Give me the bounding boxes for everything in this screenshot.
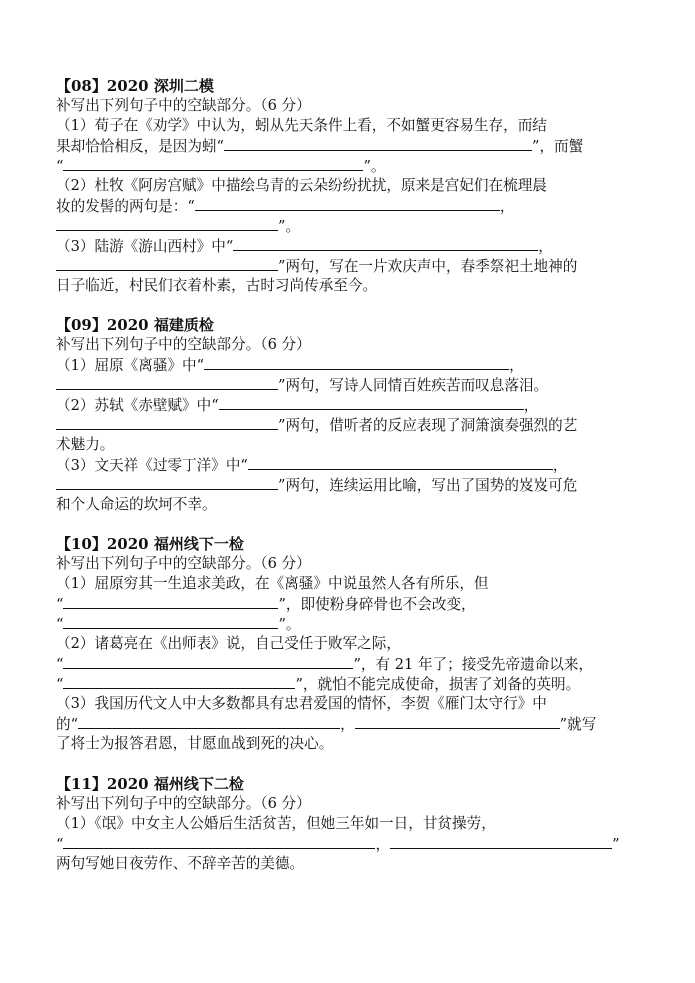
answer-blank[interactable]: [56, 415, 278, 430]
s10-q3-line2: 的“ ， ”就写: [56, 716, 597, 733]
s09-q2-line3: 术魅力。: [56, 436, 115, 453]
answer-blank[interactable]: [204, 355, 509, 370]
section-08-instruction: 补写出下列句子中的空缺部分。（6 分）: [56, 97, 311, 114]
s08-q1-line1: （1）荀子在《劝学》中认为，蚓从先天条件上看，不如蟹更容易生存，而结: [56, 117, 547, 134]
answer-blank[interactable]: [56, 256, 278, 271]
s08-q3-line1: （3）陆游《游山西村》中“ ，: [56, 238, 553, 255]
s10-q3-line3: 了将士为报答君恩，甘愿血战到死的决心。: [56, 735, 334, 752]
answer-blank[interactable]: [355, 714, 560, 729]
section-10-instruction: 补写出下列句子中的空缺部分。（6 分）: [56, 555, 311, 572]
answer-blank[interactable]: [195, 196, 500, 211]
section-10-heading: 【10】2020 福州线下一检: [56, 535, 244, 553]
section-09-heading: 【09】2020 福建质检: [56, 316, 214, 334]
s09-q2-line1: （2）苏轼《赤壁赋》中“ ，: [56, 397, 539, 414]
section-09-instruction: 补写出下列句子中的空缺部分。（6 分）: [56, 336, 311, 353]
s10-q1-line3: “ ”。: [56, 616, 301, 633]
s08-q2-line2: 妆的发髻的两句是：“ ，: [56, 198, 515, 215]
s11-q1-line2: “ ， ”: [56, 836, 620, 853]
s10-q2-line3: “ ”，就怕不能完成使命，损害了刘备的英明。: [56, 676, 581, 693]
s08-q3-line2: ”两句，写在一片欢庆声中，春季祭祀土地神的: [56, 256, 656, 276]
s10-q1-line2: “ ”，即使粉身碎骨也不会改变，: [56, 596, 476, 613]
s10-q2-line2: “ ”，有 21 年了；接受先帝遗命以来，: [56, 656, 594, 673]
s08-q3-line3: 日子临近，村民们衣着朴素，古时习尚传承至今。: [56, 277, 378, 294]
answer-blank[interactable]: [219, 395, 524, 410]
answer-blank[interactable]: [63, 156, 363, 171]
answer-blank[interactable]: [56, 475, 278, 490]
s09-q3-line3: 和个人命运的坎坷不幸。: [56, 496, 217, 513]
answer-blank[interactable]: [63, 654, 353, 669]
s10-q2-line1: （2）诸葛亮在《出师表》说，自己受任于败军之际，: [56, 635, 401, 652]
s09-q3-line1: （3）文天祥《过零丁洋》中“ ，: [56, 457, 568, 474]
s08-q2-line3: ”。: [56, 216, 656, 236]
answer-blank[interactable]: [56, 216, 278, 231]
s09-q1-line1: （1）屈原《离骚》中“ ，: [56, 357, 524, 374]
s08-q1-line3: “ ”。: [56, 158, 386, 175]
answer-blank[interactable]: [224, 136, 532, 151]
answer-blank[interactable]: [63, 834, 375, 849]
answer-blank[interactable]: [390, 834, 612, 849]
s09-q1-line2: ”两句，写诗人同情百姓疾苦而叹息落泪。: [56, 375, 656, 395]
answer-blank[interactable]: [63, 614, 278, 629]
answer-blank[interactable]: [63, 674, 295, 689]
answer-blank[interactable]: [233, 236, 538, 251]
s11-q1-line1: （1）《氓》中女主人公婚后生活贫苦，但她三年如一日，甘贫操劳，: [56, 815, 496, 832]
section-08-heading: 【08】2020 深圳二模: [56, 77, 214, 95]
s09-q2-line2: ”两句，借听者的反应表现了洞箫演奏强烈的艺: [56, 415, 656, 435]
answer-blank[interactable]: [63, 594, 278, 609]
section-11-instruction: 补写出下列句子中的空缺部分。（6 分）: [56, 795, 311, 812]
section-11-heading: 【11】2020 福州线下二检: [56, 775, 244, 793]
answer-blank[interactable]: [78, 714, 340, 729]
s11-q1-line3: 两句写她日夜劳作、不辞辛苦的美德。: [56, 855, 305, 872]
s09-q3-line2: ”两句，连续运用比喻，写出了国势的岌岌可危: [56, 475, 656, 495]
s10-q3-line1: （3）我国历代文人中大多数都具有忠君爱国的情怀，李贺《雁门太守行》中: [56, 695, 547, 712]
s10-q1-line1: （1）屈原穷其一生追求美政，在《离骚》中说虽然人各有所乐，但: [56, 575, 489, 592]
s08-q1-line2: 果却恰恰相反，是因为蚓“ ”，而蟹: [56, 138, 584, 155]
s08-q2-line1: （2）杜牧《阿房宫赋》中描绘乌青的云朵纷纷扰扰，原来是宫妃们在梳理晨: [56, 177, 547, 194]
answer-blank[interactable]: [248, 455, 553, 470]
answer-blank[interactable]: [56, 375, 278, 390]
